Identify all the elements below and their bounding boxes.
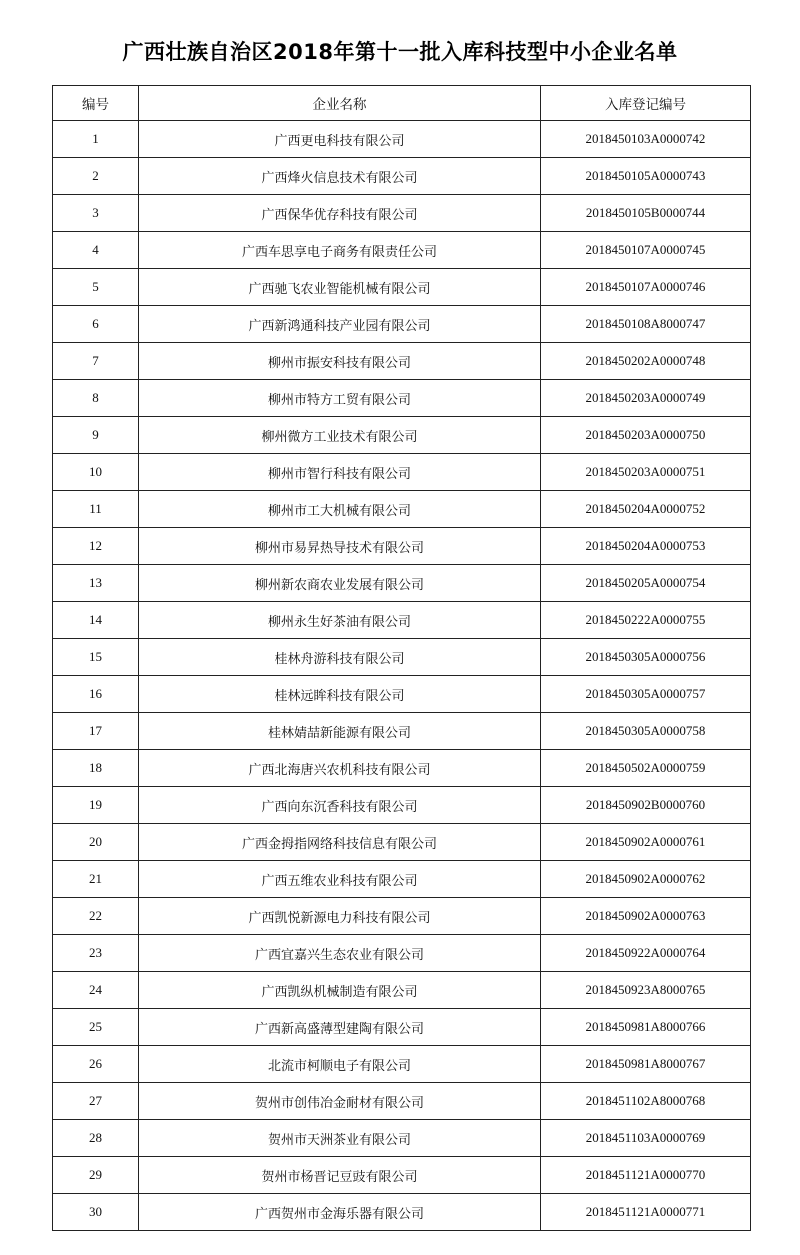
company-name: 贺州市创伟冶金耐材有限公司 [139,1083,541,1120]
registration-number: 2018450902A0000761 [541,824,751,861]
registration-number: 2018450981A8000766 [541,1009,751,1046]
row-number: 5 [53,269,139,306]
table-row [53,343,751,380]
row-number: 9 [53,417,139,454]
row-number: 28 [53,1120,139,1157]
registration-number: 2018450103A0000742 [541,121,751,158]
registration-number: 2018450981A8000767 [541,1046,751,1083]
header-number: 编号 [53,86,139,121]
table-row [53,713,751,750]
document-title: 广西壮族自治区2018年第十一批入库科技型中小企业名单 [122,40,678,64]
row-number: 13 [53,565,139,602]
table-row [53,898,751,935]
table-row [53,121,751,158]
registration-number: 2018450305A0000756 [541,639,751,676]
row-number: 16 [53,676,139,713]
header-registration-number: 入库登记编号 [541,86,751,121]
row-number: 29 [53,1157,139,1194]
registration-number: 2018450923A8000765 [541,972,751,1009]
row-number: 23 [53,935,139,972]
row-number: 19 [53,787,139,824]
registration-number: 2018450108A8000747 [541,306,751,343]
row-number: 24 [53,972,139,1009]
registration-number: 2018450204A0000752 [541,491,751,528]
company-name: 柳州微方工业技术有限公司 [139,417,541,454]
header-row [53,86,751,121]
company-name: 桂林远眸科技有限公司 [139,676,541,713]
row-number: 12 [53,528,139,565]
registration-number: 2018450305A0000757 [541,676,751,713]
table-body [53,121,751,1231]
registration-number: 2018450502A0000759 [541,750,751,787]
company-name: 贺州市杨晋记豆豉有限公司 [139,1157,541,1194]
company-name: 广西新鸿通科技产业园有限公司 [139,306,541,343]
row-number: 27 [53,1083,139,1120]
table-row [53,380,751,417]
company-name: 柳州新农商农业发展有限公司 [139,565,541,602]
table-row [53,417,751,454]
registration-number: 2018450902A0000762 [541,861,751,898]
company-name: 广西金拇指网络科技信息有限公司 [139,824,541,861]
row-number: 6 [53,306,139,343]
registration-number: 2018450204A0000753 [541,528,751,565]
table-row [53,1157,751,1194]
row-number: 15 [53,639,139,676]
registration-number: 2018450922A0000764 [541,935,751,972]
company-name: 柳州市智行科技有限公司 [139,454,541,491]
row-number: 14 [53,602,139,639]
company-name: 广西贺州市金海乐器有限公司 [139,1194,541,1231]
table-row [53,1120,751,1157]
registration-number: 2018451102A8000768 [541,1083,751,1120]
row-number: 11 [53,491,139,528]
enterprise-table [52,85,751,1231]
table-row [53,1194,751,1231]
row-number: 10 [53,454,139,491]
registration-number: 2018450222A0000755 [541,602,751,639]
row-number: 26 [53,1046,139,1083]
registration-number: 2018450105A0000743 [541,158,751,195]
table-row [53,528,751,565]
table-row [53,1083,751,1120]
registration-number: 2018451121A0000771 [541,1194,751,1231]
company-name: 广西五维农业科技有限公司 [139,861,541,898]
registration-number: 2018450902A0000763 [541,898,751,935]
company-name: 广西凯纵机械制造有限公司 [139,972,541,1009]
table-row [53,1046,751,1083]
company-name: 柳州市特方工贸有限公司 [139,380,541,417]
registration-number: 2018450105B0000744 [541,195,751,232]
table-row [53,158,751,195]
row-number: 22 [53,898,139,935]
table-row [53,972,751,1009]
table-row [53,750,751,787]
company-name: 广西更电科技有限公司 [139,121,541,158]
header-company-name: 企业名称 [139,86,541,121]
row-number: 7 [53,343,139,380]
table-row [53,306,751,343]
table-row [53,602,751,639]
company-name: 桂林婧喆新能源有限公司 [139,713,541,750]
registration-number: 2018450203A0000749 [541,380,751,417]
table-row [53,454,751,491]
registration-number: 2018451121A0000770 [541,1157,751,1194]
company-name: 广西烽火信息技术有限公司 [139,158,541,195]
row-number: 8 [53,380,139,417]
registration-number: 2018450203A0000751 [541,454,751,491]
company-name: 柳州市易昇热导技术有限公司 [139,528,541,565]
table-row [53,565,751,602]
row-number: 1 [53,121,139,158]
company-name: 广西车思享电子商务有限责任公司 [139,232,541,269]
company-name: 广西驰飞农业智能机械有限公司 [139,269,541,306]
table-header [53,86,751,121]
table-row [53,935,751,972]
table-row [53,232,751,269]
registration-number: 2018450305A0000758 [541,713,751,750]
company-name: 贺州市天洲茶业有限公司 [139,1120,541,1157]
row-number: 30 [53,1194,139,1231]
company-name: 北流市柯顺电子有限公司 [139,1046,541,1083]
company-name: 桂林舟游科技有限公司 [139,639,541,676]
table-row [53,639,751,676]
table-row [53,1009,751,1046]
table-row [53,824,751,861]
row-number: 2 [53,158,139,195]
company-name: 柳州市振安科技有限公司 [139,343,541,380]
table-row [53,195,751,232]
row-number: 17 [53,713,139,750]
table-row [53,269,751,306]
company-name: 柳州市工大机械有限公司 [139,491,541,528]
row-number: 18 [53,750,139,787]
table-row [53,676,751,713]
company-name: 广西宜嘉兴生态农业有限公司 [139,935,541,972]
table-row [53,787,751,824]
registration-number: 2018450205A0000754 [541,565,751,602]
registration-number: 2018450107A0000745 [541,232,751,269]
row-number: 20 [53,824,139,861]
registration-number: 2018450107A0000746 [541,269,751,306]
company-name: 广西向东沉香科技有限公司 [139,787,541,824]
company-name: 广西北海唐兴农机科技有限公司 [139,750,541,787]
company-name: 柳州永生好茶油有限公司 [139,602,541,639]
row-number: 3 [53,195,139,232]
table-row [53,861,751,898]
company-name: 广西凯悦新源电力科技有限公司 [139,898,541,935]
registration-number: 2018450902B0000760 [541,787,751,824]
registration-number: 2018450203A0000750 [541,417,751,454]
company-name: 广西保华优存科技有限公司 [139,195,541,232]
table-row [53,491,751,528]
row-number: 4 [53,232,139,269]
registration-number: 2018451103A0000769 [541,1120,751,1157]
row-number: 21 [53,861,139,898]
company-name: 广西新高盛薄型建陶有限公司 [139,1009,541,1046]
row-number: 25 [53,1009,139,1046]
registration-number: 2018450202A0000748 [541,343,751,380]
